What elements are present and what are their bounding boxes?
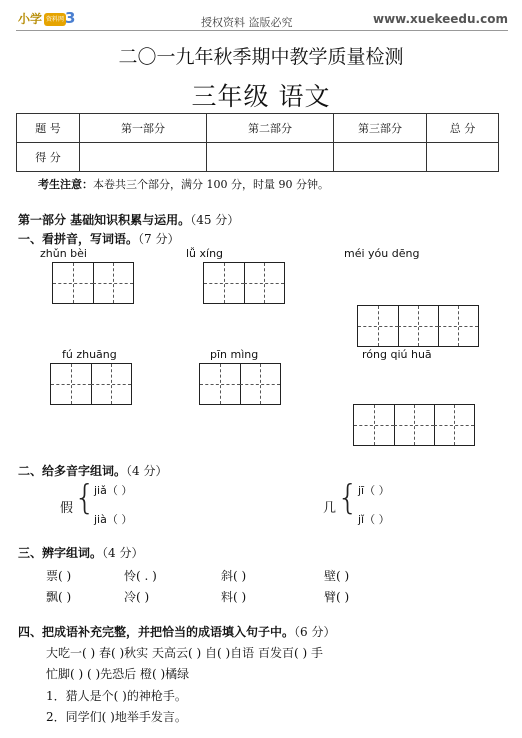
writing-cell[interactable] (358, 306, 399, 346)
exam-title: 二〇一九年秋季期中教学质量检测 (118, 46, 404, 68)
part1-heading (18, 211, 239, 228)
sentence-item: 2．同学们( )地举手发言。 (46, 710, 187, 724)
writing-grid-2[interactable] (52, 262, 134, 304)
writing-cell[interactable] (398, 306, 439, 346)
score-header-cell: 总 分 (427, 114, 499, 143)
header-url: www.xuekeedu.com (373, 12, 508, 26)
score-row-label: 得 分 (17, 143, 80, 172)
writing-cell[interactable] (434, 405, 474, 445)
q3-heading (18, 544, 143, 561)
score-cell[interactable] (334, 143, 427, 172)
logo-text: 小学 (18, 12, 43, 26)
pinyin-label: róng qiú huā (362, 348, 432, 361)
polyphone-item: jī（ ） (358, 484, 390, 497)
notice-label: 考生注意： (38, 178, 93, 191)
writing-cell[interactable] (51, 364, 92, 404)
writing-cell[interactable] (53, 263, 94, 303)
q1-score: （7 分） (138, 232, 180, 246)
part1-score: （45 分） (190, 213, 240, 227)
idiom-line: 大吃一( ) 春( )秋实 天高云( ) 自( )自语 百发百( ) 手 (46, 646, 323, 660)
polyphone-item: jià（ ） (94, 513, 133, 526)
char-compare-item: 料( ) (221, 590, 247, 604)
polyphone-item: jǐ（ ） (358, 513, 390, 526)
score-header-cell: 题 号 (17, 114, 80, 143)
logo (18, 9, 76, 31)
polyphone-item: jiǎ（ ） (94, 484, 133, 497)
q3-title: 三、辨字组词。 (18, 546, 103, 560)
logo-number: 3 (65, 9, 76, 27)
score-table-score-row (17, 143, 499, 172)
writing-cell[interactable] (438, 306, 478, 346)
brace-icon: { (74, 478, 96, 518)
q2-score: （4 分） (126, 464, 168, 478)
q4-score: （6 分） (294, 625, 336, 639)
pinyin-label: lǚ xíng (186, 247, 224, 260)
q1-heading (18, 230, 179, 247)
pinyin-label: fú zhuāng (62, 348, 117, 361)
writing-cell[interactable] (354, 405, 395, 445)
char-compare-item: 冷( ) (124, 590, 150, 604)
char-compare-item: 票( ) (46, 569, 72, 583)
writing-cell[interactable] (93, 263, 133, 303)
idiom-line: 忙脚( ) ( )先恐后 橙( )橘绿 (46, 667, 190, 681)
logo-badge: 资料网 (44, 13, 66, 26)
score-table-header-row (17, 114, 499, 143)
writing-grid-3[interactable] (357, 305, 479, 347)
writing-cell[interactable] (240, 364, 280, 404)
exam-notice (38, 176, 329, 192)
writing-cell[interactable] (91, 364, 131, 404)
exam-subtitle: 三年级 语文 (191, 82, 331, 111)
q2-title: 二、给多音字组词。 (18, 464, 127, 478)
part1-title: 第一部分 基础知识积累与运用。 (18, 213, 191, 227)
brace-icon: { (337, 478, 359, 518)
header-divider (16, 30, 508, 31)
score-header-cell: 第二部分 (207, 114, 334, 143)
writing-cell[interactable] (204, 263, 245, 303)
score-cell[interactable] (80, 143, 207, 172)
writing-grid-2[interactable] (199, 363, 281, 405)
header-notice: 授权资料 盗版必究 (201, 16, 293, 29)
pinyin-label: méi yóu dēng (344, 247, 420, 260)
q3-score: （4 分） (102, 546, 144, 560)
score-header-cell: 第一部分 (80, 114, 207, 143)
q4-heading (18, 623, 335, 640)
writing-grid-2[interactable] (50, 363, 132, 405)
score-header-cell: 第三部分 (334, 114, 427, 143)
writing-cell[interactable] (200, 364, 241, 404)
writing-grid-2[interactable] (203, 262, 285, 304)
q2-heading (18, 462, 167, 479)
char-compare-item: 壁( ) (324, 569, 350, 583)
char-compare-item: 斜( ) (221, 569, 247, 583)
score-cell[interactable] (427, 143, 499, 172)
notice-text: 本卷共三个部分，满分 100 分，时量 90 分钟。 (93, 178, 329, 191)
polyphone-char: 假 (60, 501, 74, 516)
char-compare-item: 怜( . ) (124, 569, 157, 583)
score-table (16, 113, 499, 172)
char-compare-item: 臂( ) (324, 590, 350, 604)
pinyin-label: zhǔn bèi (40, 247, 87, 260)
q4-title: 四、把成语补充完整，并把恰当的成语填入句子中。 (18, 625, 295, 639)
char-compare-item: 飘( ) (46, 590, 72, 604)
pinyin-label: pīn mìng (210, 348, 259, 361)
writing-cell[interactable] (244, 263, 284, 303)
writing-cell[interactable] (394, 405, 435, 445)
q1-title: 一、看拼音，写词语。 (18, 232, 139, 246)
polyphone-char: 几 (323, 501, 337, 516)
writing-grid-3[interactable] (353, 404, 475, 446)
sentence-item: 1．猎人是个( )的神枪手。 (46, 689, 187, 703)
score-cell[interactable] (207, 143, 334, 172)
